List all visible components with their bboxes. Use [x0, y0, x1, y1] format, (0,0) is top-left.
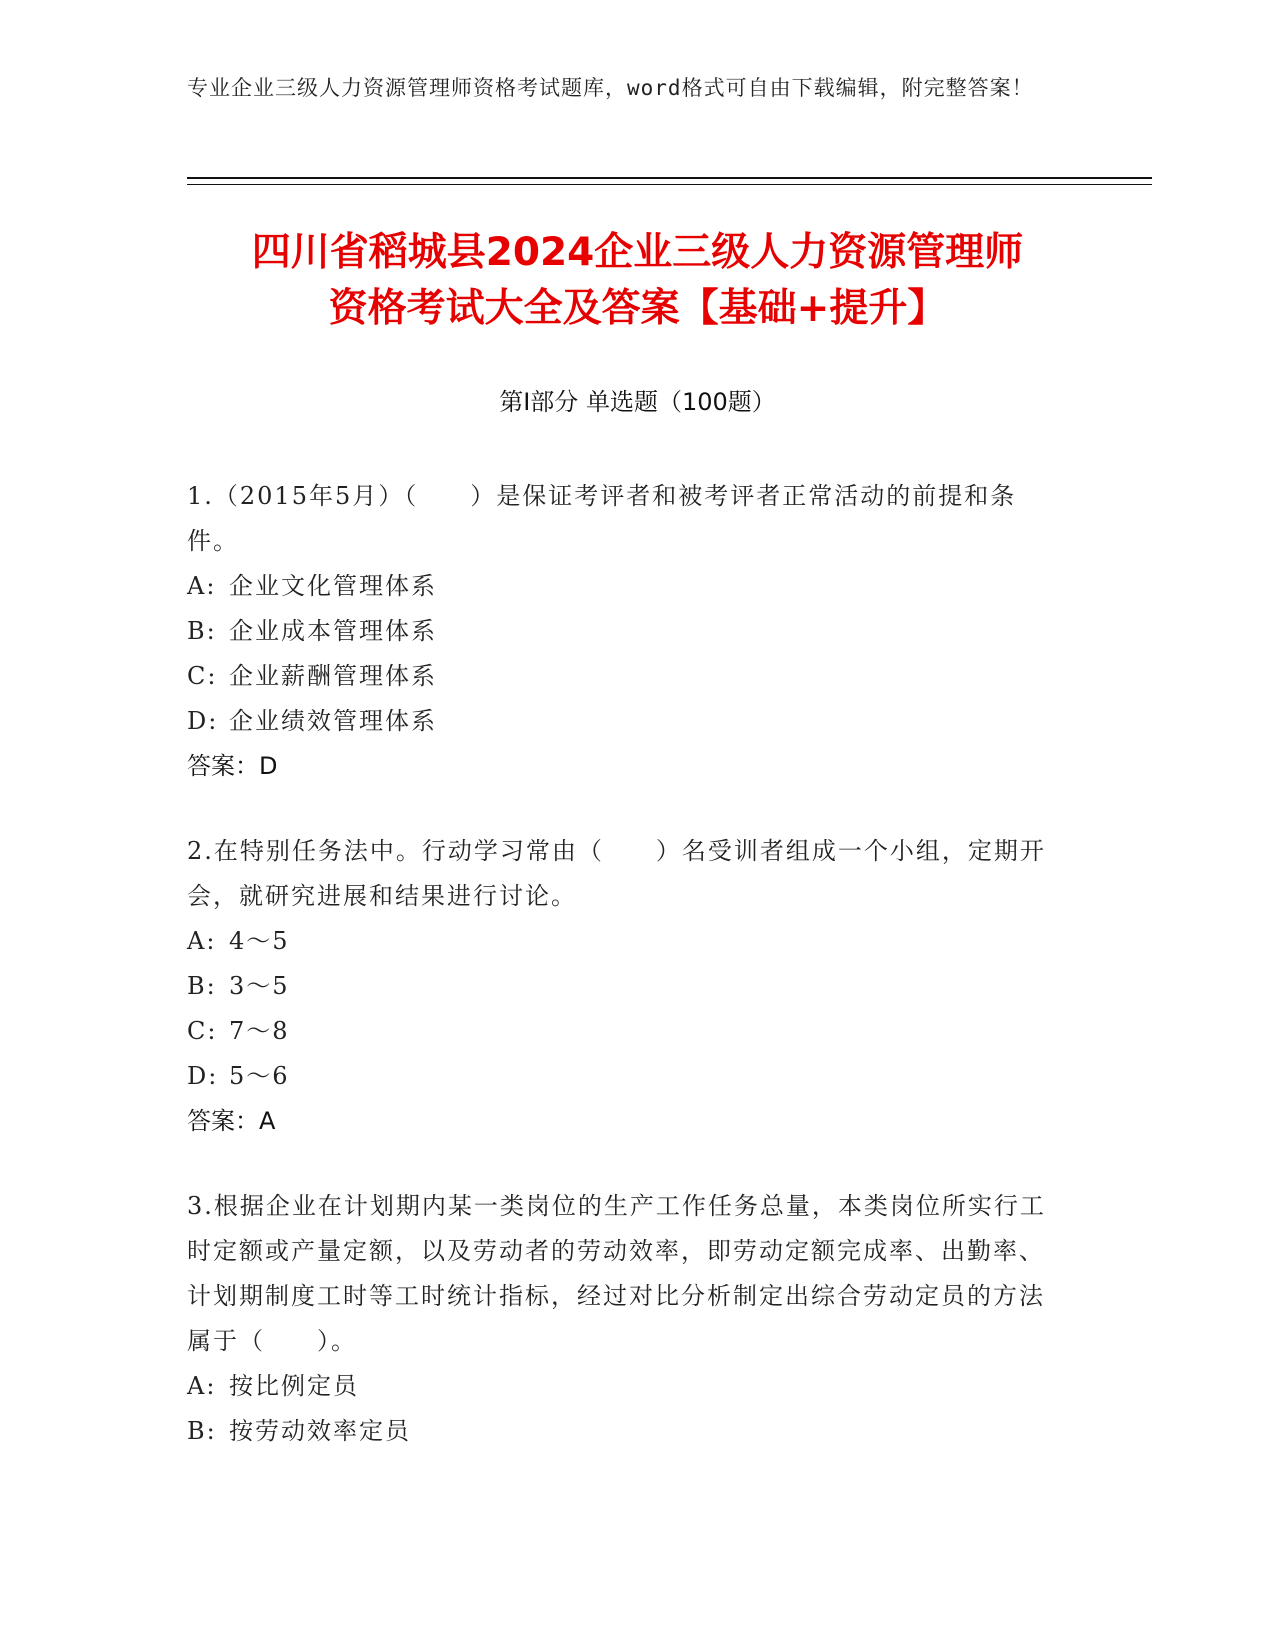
section-heading: 第Ⅰ部分 单选题（100题）	[499, 388, 776, 416]
option-text: 企业绩效管理体系	[229, 707, 437, 735]
option-letter: D:	[187, 1062, 219, 1090]
question-1	[187, 474, 1067, 789]
option-text: 5～6	[229, 1062, 290, 1090]
question-stem: 2.在特别任务法中。行动学习常由（ ）名受训者组成一个小组，定期开会，就研究进展和结果进行讨论。	[187, 837, 1046, 910]
option-letter: B:	[187, 617, 217, 645]
title-line-1: 四川省稻城县2024企业三级人力资源管理师	[251, 230, 1024, 275]
option-letter: A:	[187, 572, 217, 600]
header-rule-thick	[187, 177, 1152, 179]
option-letter: C:	[187, 1017, 218, 1045]
option-b	[187, 1409, 1067, 1454]
option-text: 企业成本管理体系	[229, 617, 437, 645]
header-rule-thin	[187, 184, 1152, 185]
option-b	[187, 609, 1067, 654]
answer-line: 答案：A	[187, 1107, 276, 1135]
option-a	[187, 1364, 1067, 1409]
option-text: 7～8	[229, 1017, 290, 1045]
option-letter: A:	[187, 1372, 217, 1400]
option-letter: C:	[187, 662, 218, 690]
option-a	[187, 564, 1067, 609]
option-a	[187, 919, 1067, 964]
answer-line: 答案：D	[187, 752, 278, 780]
option-b	[187, 964, 1067, 1009]
option-c	[187, 1009, 1067, 1054]
option-text: 按劳动效率定员	[229, 1417, 411, 1445]
option-letter: B:	[187, 972, 217, 1000]
option-c	[187, 654, 1067, 699]
option-text: 3～5	[229, 972, 290, 1000]
option-d	[187, 699, 1067, 744]
question-stem: 1.（2015年5月）（ ）是保证考评者和被考评者正常活动的前提和条件。	[187, 482, 1017, 555]
option-text: 企业薪酬管理体系	[229, 662, 437, 690]
document-title	[140, 225, 1135, 337]
question-list	[187, 474, 1067, 1494]
option-d	[187, 1054, 1067, 1099]
option-text: 4～5	[229, 927, 290, 955]
option-text: 按比例定员	[229, 1372, 359, 1400]
question-3	[187, 1184, 1067, 1454]
question-stem: 3.根据企业在计划期内某一类岗位的生产工作任务总量，本类岗位所实行工时定额或产量定额，以及劳动者的劳动效率，即劳动定额完成率、出勤率、计划期制度工时等工时统计指标，经过对比分析制定出综合劳动定员的方法属于（ ）。	[187, 1192, 1046, 1355]
option-text: 企业文化管理体系	[229, 572, 437, 600]
header-note: 专业企业三级人力资源管理师资格考试题库，word格式可自由下载编辑，附完整答案！	[187, 76, 1034, 100]
question-2	[187, 829, 1067, 1144]
option-letter: A:	[187, 927, 217, 955]
option-letter: B:	[187, 1417, 217, 1445]
option-letter: D:	[187, 707, 219, 735]
title-line-2: 资格考试大全及答案【基础+提升】	[328, 286, 947, 331]
